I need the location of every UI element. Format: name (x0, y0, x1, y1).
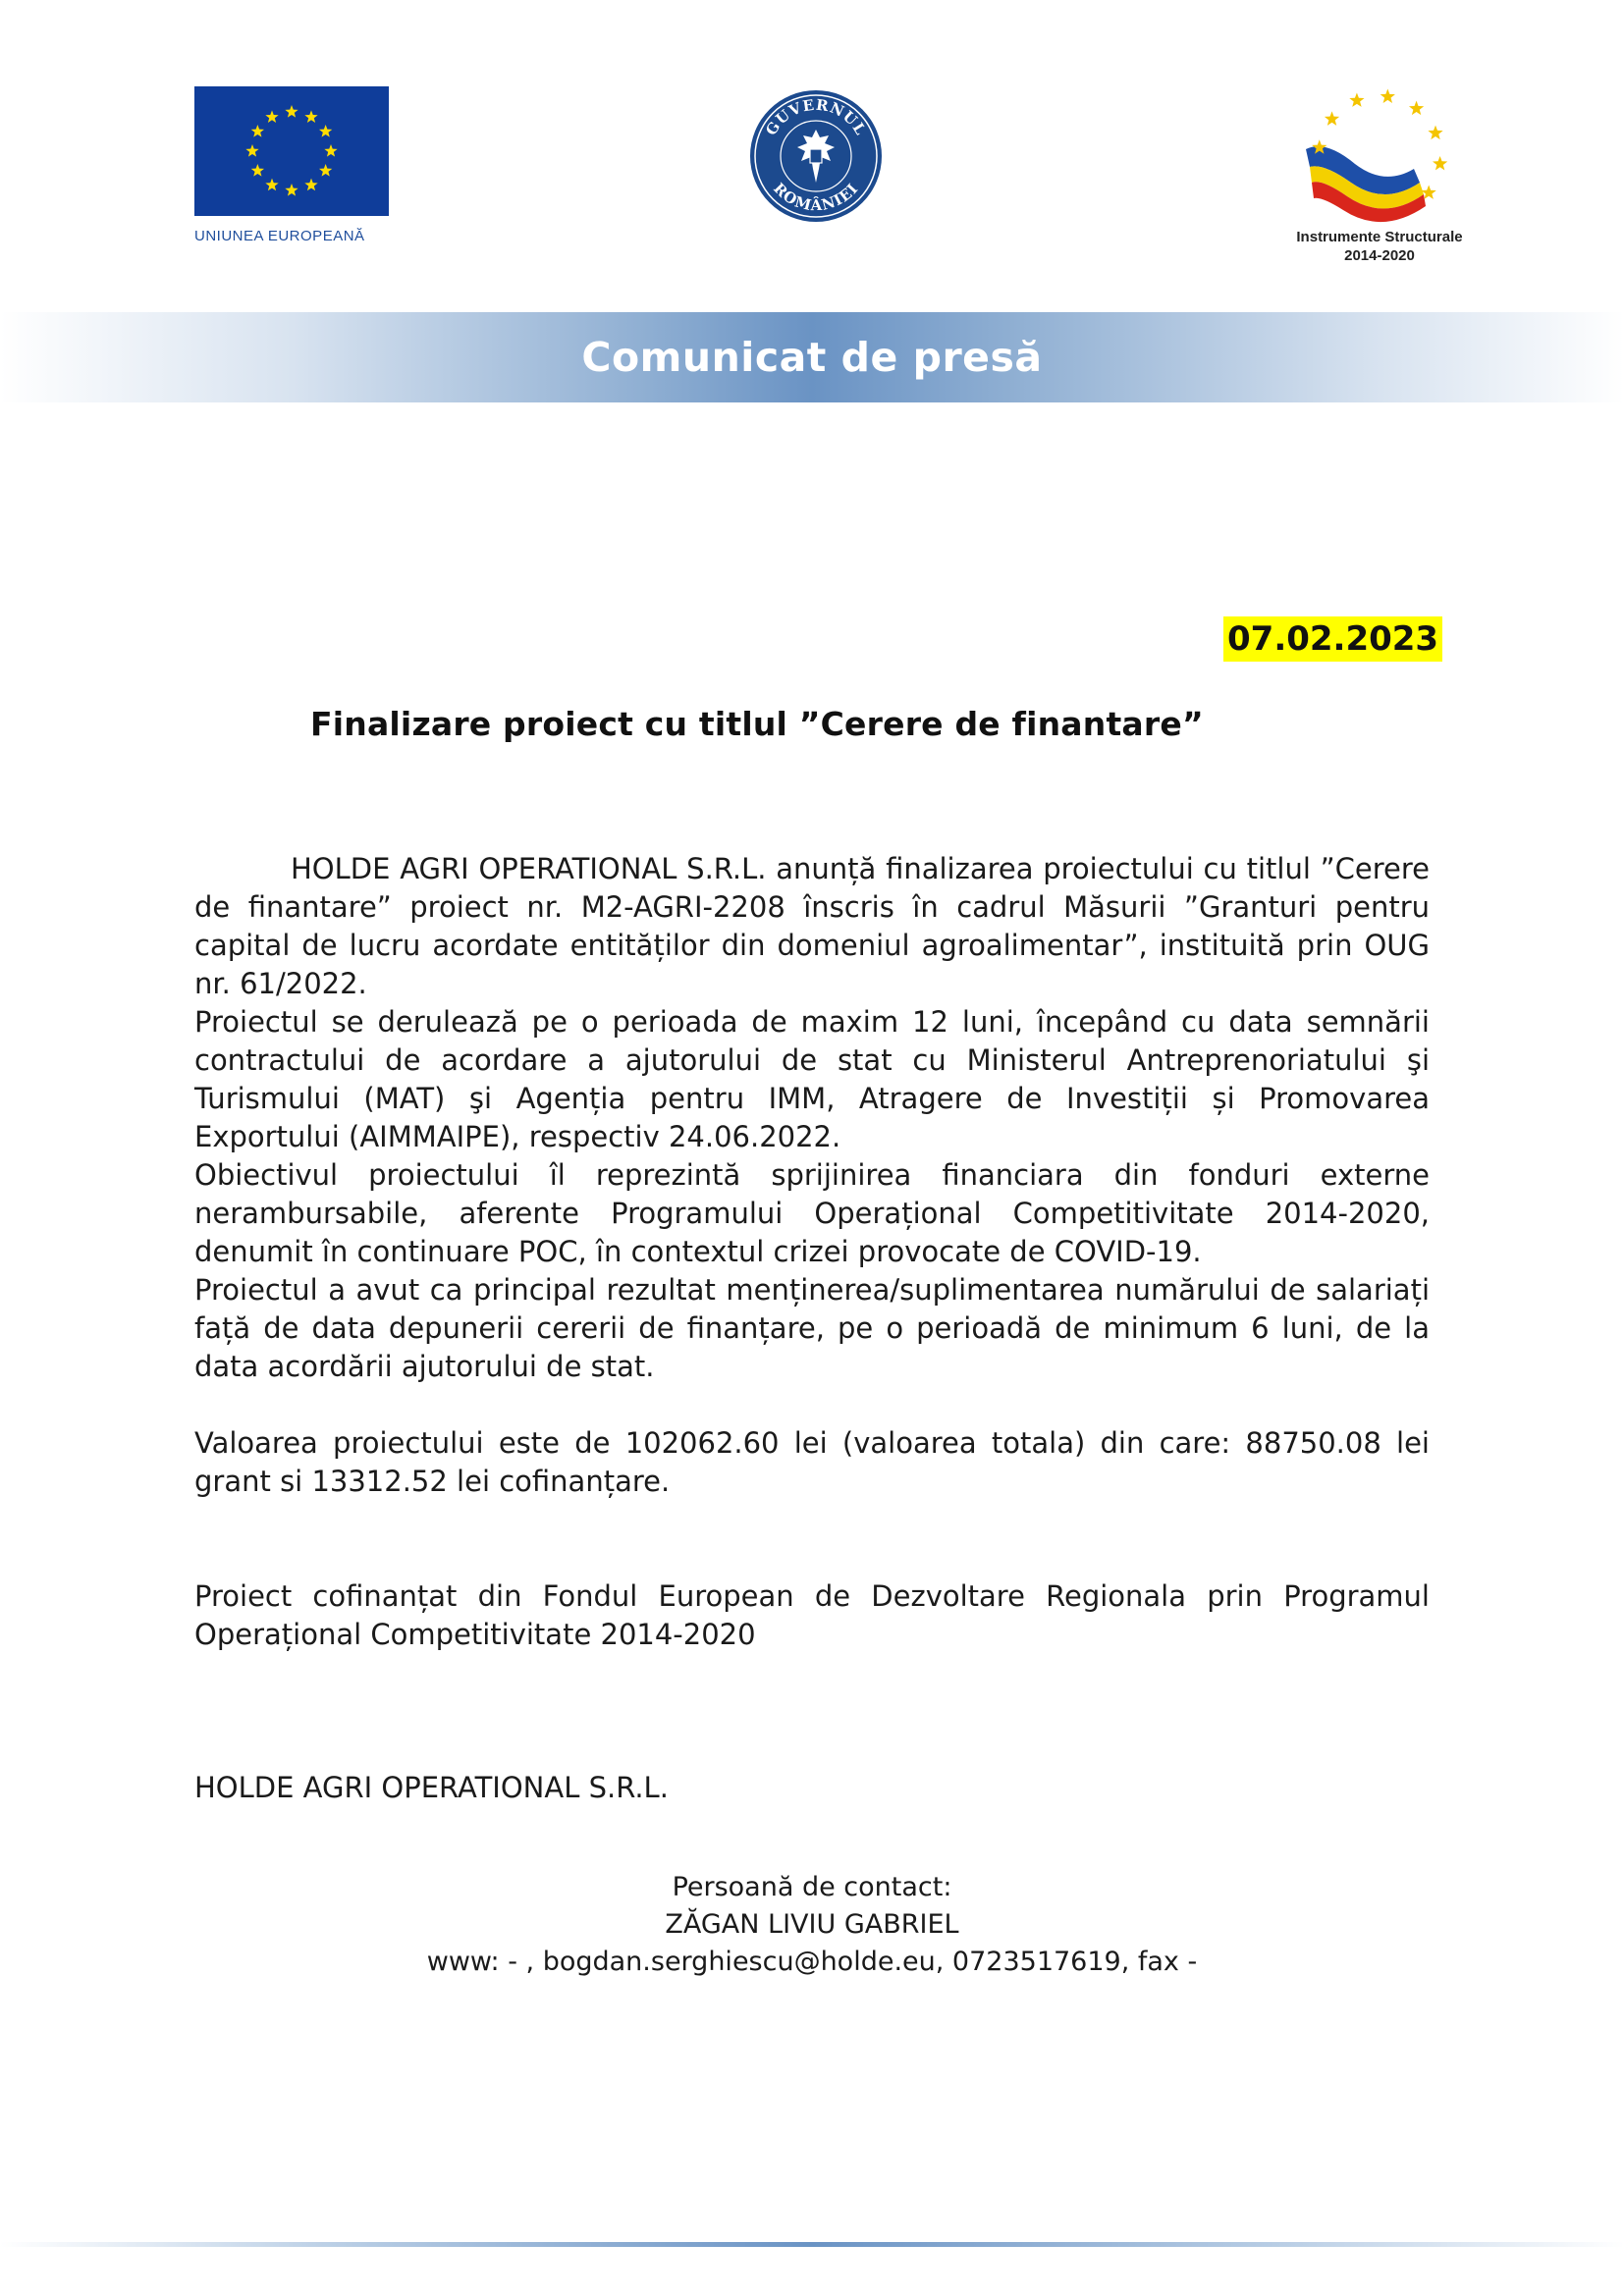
contact-label: Persoană de contact: (672, 1872, 952, 1902)
eu-star-icon (251, 164, 264, 177)
eu-star-icon (265, 179, 278, 191)
instrumente-structurale-logo (1267, 80, 1492, 277)
funding-note: Proiect cofinanțat din Fondul European de Dezvoltare Regionala prin Programul Operațional Competitivitate 2014-2020 (194, 1579, 1430, 1651)
eu-star-icon (265, 110, 278, 123)
is-star-icon (1428, 126, 1442, 139)
body-paragraph: Obiectivul proiectului îl reprezintă sprijinirea financiara din fonduri externe nerambursabile, aferente Programului Operațional Competitivitate 2014-2020, denumit în continuare POC, în contextul crizei provocate de COVID-19. (194, 1158, 1430, 1268)
is-star-icon (1409, 101, 1424, 115)
is-star-icon (1349, 92, 1364, 106)
eu-star-icon (285, 105, 298, 118)
contact-name: ZĂGAN LIVIU GABRIEL (665, 1909, 959, 1940)
is-star-icon (1433, 156, 1447, 170)
instrumente-structurale-label (1267, 228, 1492, 265)
eu-star-icon (304, 110, 317, 123)
eu-star-icon (245, 144, 258, 157)
project-value-paragraph: Valoarea proiectului este de 102062.60 lei (valoarea totala) din care: 88750.08 lei grant si 13312.52 lei cofinanțare. (194, 1426, 1430, 1498)
footer-divider (0, 2242, 1624, 2247)
eu-star-icon (251, 125, 264, 137)
company-signature: HOLDE AGRI OPERATIONAL S.R.L. (194, 1771, 669, 1804)
ribbon-icon (1306, 146, 1426, 222)
document-body (194, 850, 1430, 1807)
banner-title: Comunicat de presă (581, 334, 1043, 381)
release-date: 07.02.2023 (1223, 616, 1442, 662)
body-paragraph: Proiectul se derulează pe o perioada de maxim 12 luni, începând cu data semnării contractului de acordare a ajutorului de stat cu Ministerul Antreprenoriatului şi Turismului (MAT) şi Agenția pentru IMM, Atragere de Investiții și Promovarea Exportului (AIMMAIPE), respectiv 24.06.2022. (194, 1005, 1430, 1153)
contact-block (0, 1869, 1624, 1981)
document-title: Finalizare proiect cu titlul ”Cerere de finantare” (310, 705, 1204, 743)
eu-star-icon (319, 164, 332, 177)
press-release-banner (0, 312, 1624, 402)
body-paragraph: HOLDE AGRI OPERATIONAL S.R.L. anunță finalizarea proiectului cu titlul ”Cerere de finantare” proiect nr. M2-AGRI-2208 înscris în cadrul Măsurii ”Granturi pentru capital de lucru acordate entităților din domeniul agroalimentar”, instituită prin OUG nr. 61/2022. (194, 852, 1430, 1000)
is-logo-period: 2014-2020 (1344, 247, 1415, 264)
eu-star-icon (285, 184, 298, 196)
eu-logo (194, 86, 391, 244)
romanian-government-seal (748, 88, 884, 224)
body-paragraph: Proiectul a avut ca principal rezultat menținerea/suplimentarea numărului de salariați față de data depunerii cererii de finanțare, pe o perioadă de minimum 6 luni, de la data acordării ajutorului de stat. (194, 1273, 1430, 1383)
contact-details: www: - , bogdan.serghiescu@holde.eu, 0723517619, fax - (426, 1947, 1198, 1977)
is-star-icon (1325, 111, 1339, 125)
eu-flag-icon (194, 86, 389, 216)
svg-text:ROMÂNIEI: ROMÂNIEI (770, 179, 862, 215)
is-star-icon (1380, 89, 1395, 103)
is-logo-title: Instrumente Structurale (1296, 229, 1463, 245)
eu-star-icon (304, 179, 317, 191)
svg-text:GUVERNUL: GUVERNUL (762, 95, 870, 139)
eu-star-icon (319, 125, 332, 137)
eu-logo-label: UNIUNEA EUROPEANĂ (194, 228, 365, 244)
eu-star-icon (324, 144, 337, 157)
